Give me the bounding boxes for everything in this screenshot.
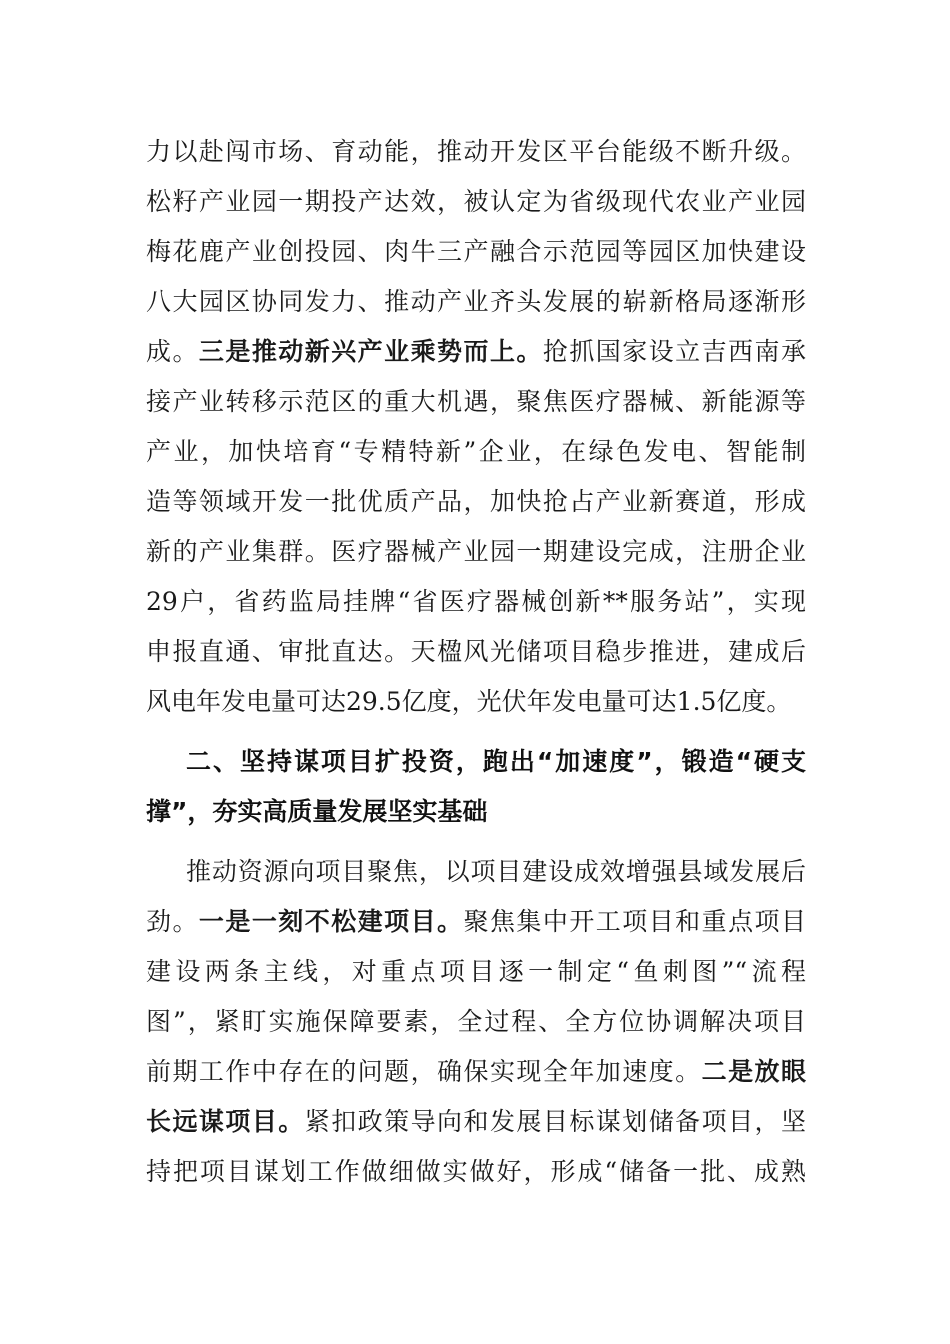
text: 申报直通、审批直达。天楹风光储项目稳步推进，建成后 — [146, 637, 806, 666]
section-heading-line-2 — [146, 792, 806, 832]
paragraph-2-line-6 — [146, 1102, 806, 1142]
text: 29户，省药监局挂牌“省医疗器械创新**服务站”，实现 — [146, 587, 806, 616]
paragraph-2-line-1 — [186, 852, 806, 892]
text: 梅花鹿产业创投园、肉牛三产融合示范园等园区加快建设 — [146, 237, 806, 266]
text: 劲。 — [146, 907, 199, 936]
paragraph-1-line-12 — [146, 682, 806, 722]
paragraph-2-line-2 — [146, 902, 806, 942]
paragraph-1-line-8 — [146, 482, 806, 522]
paragraph-1-line-3 — [146, 232, 806, 272]
paragraph-1-line-10 — [146, 582, 806, 622]
paragraph-1-line-6 — [146, 382, 806, 422]
paragraph-1-line-2 — [146, 182, 806, 222]
paragraph-1-line-11 — [146, 632, 806, 672]
paragraph-1-line-1 — [146, 132, 806, 172]
heading-text: 撑”，夯实高质量发展坚实基础 — [146, 797, 488, 826]
text: 新的产业集群。医疗器械产业园一期建设完成，注册企业 — [146, 537, 806, 566]
paragraph-1-line-7 — [146, 432, 806, 472]
bold-phrase-1: 一是一刻不松建项目。 — [198, 907, 464, 936]
text: 风电年发电量可达29.5亿度，光伏年发电量可达1.5亿度。 — [146, 687, 792, 716]
text: 前期工作中存在的问题，确保实现全年加速度。 — [146, 1057, 702, 1086]
bold-phrase-2-end: 长远谋项目。 — [146, 1107, 305, 1136]
text: 持把项目谋划工作做细做实做好，形成“储备一批、成熟 — [146, 1157, 806, 1186]
text: 松籽产业园一期投产达效，被认定为省级现代农业产业园 — [146, 187, 806, 216]
heading-text: 二、坚持谋项目扩投资，跑出“加速度”，锻造“硬支 — [186, 747, 806, 776]
text: 聚焦集中开工项目和重点项目 — [463, 907, 806, 936]
text: 造等领域开发一批优质产品，加快抢占产业新赛道，形成 — [146, 487, 806, 516]
paragraph-2-line-4 — [146, 1002, 806, 1042]
paragraph-2-line-3 — [146, 952, 806, 992]
text: 成。 — [146, 337, 199, 366]
section-heading-line-1 — [186, 742, 806, 782]
paragraph-2-line-5 — [146, 1052, 806, 1092]
text: 抢抓国家设立吉西南承 — [542, 337, 806, 366]
paragraph-1-line-4 — [146, 282, 806, 322]
text: 力以赴闯市场、育动能，推动开发区平台能级不断升级。 — [146, 137, 806, 166]
bold-phrase-3: 三是推动新兴产业乘势而上。 — [198, 337, 543, 366]
text: 紧扣政策导向和发展目标谋划储备项目，坚 — [304, 1107, 806, 1136]
text: 接产业转移示范区的重大机遇，聚焦医疗器械、新能源等 — [146, 387, 806, 416]
text: 推动资源向项目聚焦，以项目建设成效增强县域发展后 — [186, 857, 806, 886]
text: 产业，加快培育“专精特新”企业，在绿色发电、智能制 — [146, 437, 806, 466]
paragraph-2-line-7 — [146, 1152, 806, 1192]
paragraph-1-line-5 — [146, 332, 806, 372]
text: 建设两条主线，对重点项目逐一制定“鱼刺图”“流程 — [146, 957, 806, 986]
bold-phrase-2-start: 二是放眼 — [701, 1057, 806, 1086]
text: 图”，紧盯实施保障要素，全过程、全方位协调解决项目 — [146, 1007, 806, 1036]
text: 八大园区协同发力、推动产业齐头发展的崭新格局逐渐形 — [146, 287, 806, 316]
paragraph-1-line-9 — [146, 532, 806, 572]
